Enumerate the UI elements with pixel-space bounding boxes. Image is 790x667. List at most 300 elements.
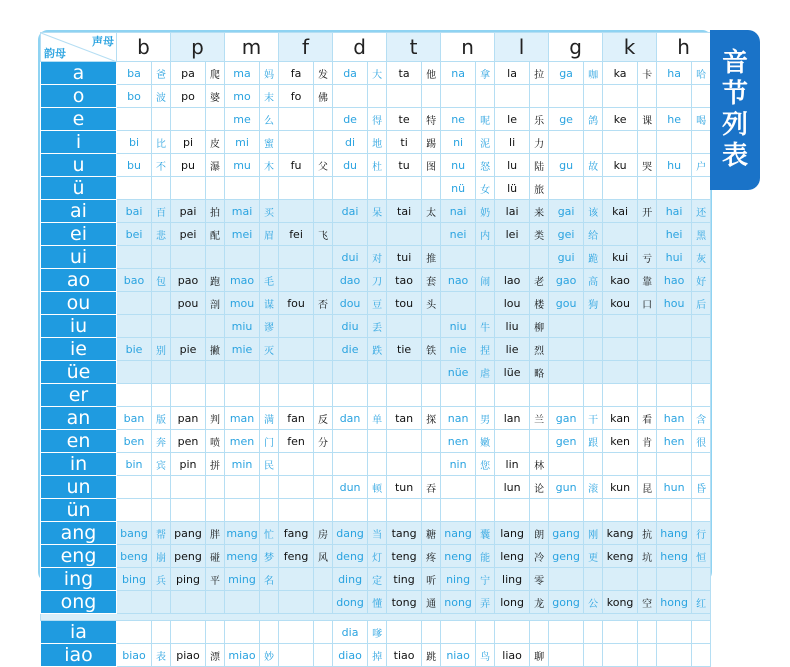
syllable-char: 内	[476, 223, 495, 246]
syllable-pinyin: ti	[387, 131, 422, 154]
syllable-pinyin	[279, 338, 314, 361]
syllable-char	[206, 591, 225, 614]
syllable-char: 滚	[584, 476, 603, 499]
syllable-row-ün	[41, 499, 711, 522]
syllable-pinyin: bi	[117, 131, 152, 154]
syllable-pinyin	[171, 177, 206, 200]
syllable-char: 踢	[422, 131, 441, 154]
syllable-pinyin	[495, 85, 530, 108]
syllable-char: 灭	[260, 338, 279, 361]
syllable-pinyin: mou	[225, 292, 260, 315]
syllable-pinyin: tong	[387, 591, 422, 614]
syllable-char	[692, 361, 711, 384]
syllable-pinyin	[279, 131, 314, 154]
syllable-pinyin	[441, 621, 476, 644]
syllable-pinyin: ban	[117, 407, 152, 430]
syllable-char: 故	[584, 154, 603, 177]
syllable-pinyin: mang	[225, 522, 260, 545]
final-label: en	[41, 430, 117, 453]
final-label: ia	[41, 621, 117, 644]
syllable-pinyin	[657, 338, 692, 361]
syllable-pinyin: dai	[333, 200, 368, 223]
syllable-char	[152, 476, 171, 499]
syllable-pinyin: mao	[225, 269, 260, 292]
syllable-pinyin: nang	[441, 522, 476, 545]
syllable-pinyin	[657, 361, 692, 384]
syllable-char: 平	[206, 568, 225, 591]
syllable-pinyin	[549, 361, 584, 384]
syllable-pinyin: dan	[333, 407, 368, 430]
syllable-char	[314, 246, 333, 269]
syllable-char: 民	[260, 453, 279, 476]
syllable-pinyin: fou	[279, 292, 314, 315]
syllable-char	[152, 292, 171, 315]
initial-header-n: n	[441, 33, 495, 62]
syllable-row-ai	[41, 200, 711, 223]
syllable-pinyin: ni	[441, 131, 476, 154]
syllable-pinyin: kang	[603, 522, 638, 545]
syllable-char: 林	[530, 453, 549, 476]
syllable-pinyin: hen	[657, 430, 692, 453]
syllable-pinyin: kan	[603, 407, 638, 430]
syllable-pinyin: niao	[441, 644, 476, 667]
syllable-pinyin	[603, 568, 638, 591]
syllable-char: 婆	[206, 85, 225, 108]
syllable-pinyin: bu	[117, 154, 152, 177]
initial-header-t: t	[387, 33, 441, 62]
syllable-char	[422, 361, 441, 384]
syllable-char: 眉	[260, 223, 279, 246]
final-label: ang	[41, 522, 117, 545]
syllable-pinyin: mu	[225, 154, 260, 177]
syllable-pinyin	[603, 177, 638, 200]
syllable-char: 听	[422, 568, 441, 591]
syllable-pinyin: geng	[549, 545, 584, 568]
syllable-pinyin: lie	[495, 338, 530, 361]
syllable-char: 发	[314, 62, 333, 85]
final-label: ei	[41, 223, 117, 246]
syllable-pinyin: beng	[117, 545, 152, 568]
syllable-pinyin	[441, 384, 476, 407]
final-label: iao	[41, 644, 117, 667]
syllable-char	[530, 499, 549, 522]
syllable-char: 刚	[584, 522, 603, 545]
syllable-pinyin: deng	[333, 545, 368, 568]
final-label: eng	[41, 545, 117, 568]
syllable-char	[206, 108, 225, 131]
syllable-pinyin: nong	[441, 591, 476, 614]
syllable-pinyin	[549, 644, 584, 667]
syllable-char: 能	[476, 545, 495, 568]
syllable-char: 楼	[530, 292, 549, 315]
syllable-char	[692, 338, 711, 361]
syllable-char: 碰	[206, 545, 225, 568]
syllable-char: 宾	[152, 453, 171, 476]
syllable-pinyin: tiao	[387, 644, 422, 667]
syllable-pinyin: gang	[549, 522, 584, 545]
side-title-tab	[710, 30, 760, 190]
syllable-char	[314, 108, 333, 131]
syllable-pinyin: gou	[549, 292, 584, 315]
syllable-char	[692, 131, 711, 154]
syllable-pinyin: di	[333, 131, 368, 154]
syllable-char: 牛	[476, 315, 495, 338]
syllable-pinyin	[171, 361, 206, 384]
syllable-char	[476, 384, 495, 407]
syllable-char: 龙	[530, 591, 549, 614]
syllable-pinyin	[441, 292, 476, 315]
syllable-pinyin: dao	[333, 269, 368, 292]
syllable-pinyin: man	[225, 407, 260, 430]
syllable-pinyin	[117, 292, 152, 315]
syllable-pinyin: lüe	[495, 361, 530, 384]
syllable-char: 囊	[476, 522, 495, 545]
syllable-pinyin	[387, 499, 422, 522]
syllable-char	[422, 85, 441, 108]
syllable-pinyin	[225, 361, 260, 384]
final-label: un	[41, 476, 117, 499]
syllable-pinyin	[549, 384, 584, 407]
syllable-char	[260, 476, 279, 499]
syllable-char	[152, 315, 171, 338]
syllable-char	[314, 644, 333, 667]
syllable-pinyin	[387, 85, 422, 108]
syllable-pinyin: peng	[171, 545, 206, 568]
syllable-row-ao	[41, 269, 711, 292]
syllable-char	[584, 85, 603, 108]
syllable-pinyin	[333, 361, 368, 384]
syllable-pinyin: ting	[387, 568, 422, 591]
syllable-pinyin: bao	[117, 269, 152, 292]
syllable-pinyin: pang	[171, 522, 206, 545]
syllable-char	[638, 644, 657, 667]
syllable-char	[206, 384, 225, 407]
syllable-char	[152, 591, 171, 614]
syllable-char	[260, 621, 279, 644]
syllable-pinyin	[657, 621, 692, 644]
syllable-char	[692, 568, 711, 591]
syllable-pinyin	[333, 430, 368, 453]
syllable-pinyin	[657, 315, 692, 338]
syllable-pinyin: pei	[171, 223, 206, 246]
syllable-row-in	[41, 453, 711, 476]
syllable-row-ei	[41, 223, 711, 246]
syllable-char: 干	[584, 407, 603, 430]
syllable-pinyin	[495, 499, 530, 522]
syllable-pinyin: fen	[279, 430, 314, 453]
syllable-pinyin: gan	[549, 407, 584, 430]
syllable-char	[476, 292, 495, 315]
syllable-pinyin: kou	[603, 292, 638, 315]
syllable-pinyin: pu	[171, 154, 206, 177]
syllable-char	[260, 384, 279, 407]
syllable-pinyin	[225, 499, 260, 522]
syllable-char: 来	[530, 200, 549, 223]
syllable-char: 昏	[692, 476, 711, 499]
syllable-pinyin: fo	[279, 85, 314, 108]
syllable-char: 略	[530, 361, 549, 384]
syllable-char: 满	[260, 407, 279, 430]
syllable-char: 朗	[530, 522, 549, 545]
syllable-pinyin	[603, 453, 638, 476]
syllable-char	[314, 621, 333, 644]
syllable-char: 恒	[692, 545, 711, 568]
final-label: üe	[41, 361, 117, 384]
syllable-pinyin: han	[657, 407, 692, 430]
syllable-row-ie	[41, 338, 711, 361]
syllable-char	[206, 476, 225, 499]
final-label: ou	[41, 292, 117, 315]
syllable-char: 靠	[638, 269, 657, 292]
syllable-char	[584, 338, 603, 361]
final-label: ün	[41, 499, 117, 522]
syllable-pinyin: kai	[603, 200, 638, 223]
syllable-char: 豆	[368, 292, 387, 315]
syllable-char: 更	[584, 545, 603, 568]
syllable-pinyin	[279, 177, 314, 200]
syllable-pinyin: ta	[387, 62, 422, 85]
syllable-pinyin	[225, 621, 260, 644]
syllable-pinyin	[603, 644, 638, 667]
syllable-char	[638, 499, 657, 522]
syllable-pinyin: min	[225, 453, 260, 476]
syllable-pinyin: ba	[117, 62, 152, 85]
syllable-char	[152, 499, 171, 522]
syllable-pinyin	[387, 430, 422, 453]
syllable-pinyin: lai	[495, 200, 530, 223]
syllable-row-ing	[41, 568, 711, 591]
syllable-pinyin: he	[657, 108, 692, 131]
syllable-pinyin: diao	[333, 644, 368, 667]
syllable-char: 类	[530, 223, 549, 246]
syllable-pinyin: tang	[387, 522, 422, 545]
syllable-row-ang	[41, 522, 711, 545]
syllable-row-ü	[41, 177, 711, 200]
syllable-pinyin: nei	[441, 223, 476, 246]
syllable-char: 掉	[368, 644, 387, 667]
syllable-char: 乐	[530, 108, 549, 131]
syllable-char	[260, 246, 279, 269]
syllable-char: 包	[152, 269, 171, 292]
syllable-char: 力	[530, 131, 549, 154]
final-label: i	[41, 131, 117, 154]
syllable-pinyin	[171, 384, 206, 407]
syllable-pinyin	[171, 315, 206, 338]
syllable-pinyin: neng	[441, 545, 476, 568]
syllable-pinyin: tou	[387, 292, 422, 315]
syllable-char: 看	[638, 407, 657, 430]
syllable-char: 爬	[206, 62, 225, 85]
syllable-char: 忙	[260, 522, 279, 545]
syllable-pinyin	[495, 621, 530, 644]
syllable-pinyin: piao	[171, 644, 206, 667]
syllable-char: 坑	[638, 545, 657, 568]
syllable-pinyin	[225, 591, 260, 614]
syllable-pinyin: dun	[333, 476, 368, 499]
syllable-pinyin: ku	[603, 154, 638, 177]
syllable-char: 蜜	[260, 131, 279, 154]
final-label: ui	[41, 246, 117, 269]
syllable-char	[314, 591, 333, 614]
syllable-char	[152, 177, 171, 200]
syllable-pinyin: mo	[225, 85, 260, 108]
syllable-row-ui	[41, 246, 711, 269]
syllable-pinyin: ming	[225, 568, 260, 591]
syllable-pinyin: pen	[171, 430, 206, 453]
syllable-char: 波	[152, 85, 171, 108]
syllable-char: 么	[260, 108, 279, 131]
syllable-char: 漂	[206, 644, 225, 667]
syllable-pinyin	[333, 384, 368, 407]
syllable-pinyin: mi	[225, 131, 260, 154]
final-label: u	[41, 154, 117, 177]
syllable-pinyin: fu	[279, 154, 314, 177]
syllable-row-an	[41, 407, 711, 430]
syllable-char	[206, 621, 225, 644]
syllable-char: 闹	[476, 269, 495, 292]
syllable-char	[530, 621, 549, 644]
syllable-pinyin	[603, 384, 638, 407]
syllable-pinyin: tui	[387, 246, 422, 269]
syllable-char: 毛	[260, 269, 279, 292]
syllable-char: 红	[692, 591, 711, 614]
syllable-row-u	[41, 154, 711, 177]
syllable-pinyin	[441, 476, 476, 499]
syllable-pinyin: mei	[225, 223, 260, 246]
syllable-char: 百	[152, 200, 171, 223]
syllable-pinyin: men	[225, 430, 260, 453]
syllable-pinyin: na	[441, 62, 476, 85]
initial-header-k: k	[603, 33, 657, 62]
syllable-pinyin: nin	[441, 453, 476, 476]
syllable-char	[638, 177, 657, 200]
syllable-char: 开	[638, 200, 657, 223]
syllable-pinyin: hui	[657, 246, 692, 269]
syllable-row-a	[41, 62, 711, 85]
syllable-pinyin	[549, 85, 584, 108]
syllable-pinyin: kui	[603, 246, 638, 269]
syllable-char: 通	[422, 591, 441, 614]
syllable-char: 得	[368, 108, 387, 131]
syllable-pinyin	[117, 621, 152, 644]
syllable-char: 探	[422, 407, 441, 430]
syllable-char: 卡	[638, 62, 657, 85]
syllable-pinyin	[171, 621, 206, 644]
syllable-pinyin	[117, 361, 152, 384]
syllable-pinyin: gen	[549, 430, 584, 453]
syllable-char: 跟	[584, 430, 603, 453]
syllable-pinyin: hao	[657, 269, 692, 292]
syllable-pinyin: gao	[549, 269, 584, 292]
syllable-char	[260, 591, 279, 614]
syllable-pinyin	[117, 591, 152, 614]
syllable-pinyin	[603, 131, 638, 154]
initial-header-f: f	[279, 33, 333, 62]
syllable-pinyin: du	[333, 154, 368, 177]
syllable-pinyin: tie	[387, 338, 422, 361]
syllable-char: 房	[314, 522, 333, 545]
syllable-char: 门	[260, 430, 279, 453]
syllable-pinyin: gui	[549, 246, 584, 269]
syllable-char: 拍	[206, 200, 225, 223]
syllable-char: 公	[584, 591, 603, 614]
syllable-pinyin	[333, 85, 368, 108]
syllable-char	[584, 644, 603, 667]
final-label: a	[41, 62, 117, 85]
syllable-pinyin	[279, 269, 314, 292]
syllable-pinyin: miu	[225, 315, 260, 338]
syllable-pinyin: pao	[171, 269, 206, 292]
syllable-char: 悲	[152, 223, 171, 246]
syllable-char: 反	[314, 407, 333, 430]
syllable-pinyin: tao	[387, 269, 422, 292]
syllable-row-ia	[41, 621, 711, 644]
syllable-pinyin: gun	[549, 476, 584, 499]
syllable-char: 黑	[692, 223, 711, 246]
syllable-pinyin	[279, 246, 314, 269]
syllable-pinyin: ning	[441, 568, 476, 591]
syllable-char	[314, 476, 333, 499]
syllable-char: 分	[314, 430, 333, 453]
syllable-char: 还	[692, 200, 711, 223]
syllable-char: 跌	[368, 338, 387, 361]
initial-header-l: l	[495, 33, 549, 62]
syllable-pinyin: de	[333, 108, 368, 131]
initial-header-g: g	[549, 33, 603, 62]
syllable-pinyin: kun	[603, 476, 638, 499]
initial-header-b: b	[117, 33, 171, 62]
syllable-pinyin: lin	[495, 453, 530, 476]
final-label: ai	[41, 200, 117, 223]
syllable-pinyin: nu	[441, 154, 476, 177]
syllable-pinyin	[549, 621, 584, 644]
syllable-row-eng	[41, 545, 711, 568]
syllable-char	[422, 315, 441, 338]
syllable-pinyin	[603, 621, 638, 644]
syllable-char: 妈	[260, 62, 279, 85]
syllable-pinyin: lu	[495, 154, 530, 177]
syllable-pinyin	[171, 246, 206, 269]
syllable-char: 聊	[530, 644, 549, 667]
syllable-pinyin	[279, 644, 314, 667]
syllable-pinyin: nan	[441, 407, 476, 430]
syllable-pinyin: hong	[657, 591, 692, 614]
syllable-pinyin: hun	[657, 476, 692, 499]
syllable-pinyin	[603, 85, 638, 108]
syllable-char: 不	[152, 154, 171, 177]
initials-label: 声母	[92, 35, 114, 48]
syllable-pinyin: pa	[171, 62, 206, 85]
syllable-pinyin: tu	[387, 154, 422, 177]
syllable-char: 比	[152, 131, 171, 154]
syllable-char: 嗲	[368, 621, 387, 644]
syllable-pinyin	[225, 384, 260, 407]
syllable-char	[476, 85, 495, 108]
syllable-pinyin: meng	[225, 545, 260, 568]
syllable-char	[692, 315, 711, 338]
syllable-row-er	[41, 384, 711, 407]
syllable-pinyin: dou	[333, 292, 368, 315]
syllable-pinyin: keng	[603, 545, 638, 568]
syllable-row-ong	[41, 591, 711, 614]
syllable-pinyin: teng	[387, 545, 422, 568]
syllable-pinyin	[549, 177, 584, 200]
syllable-pinyin: nai	[441, 200, 476, 223]
syllable-char	[476, 621, 495, 644]
syllable-char	[422, 430, 441, 453]
side-title-char: 音	[721, 47, 748, 78]
syllable-char: 地	[368, 131, 387, 154]
